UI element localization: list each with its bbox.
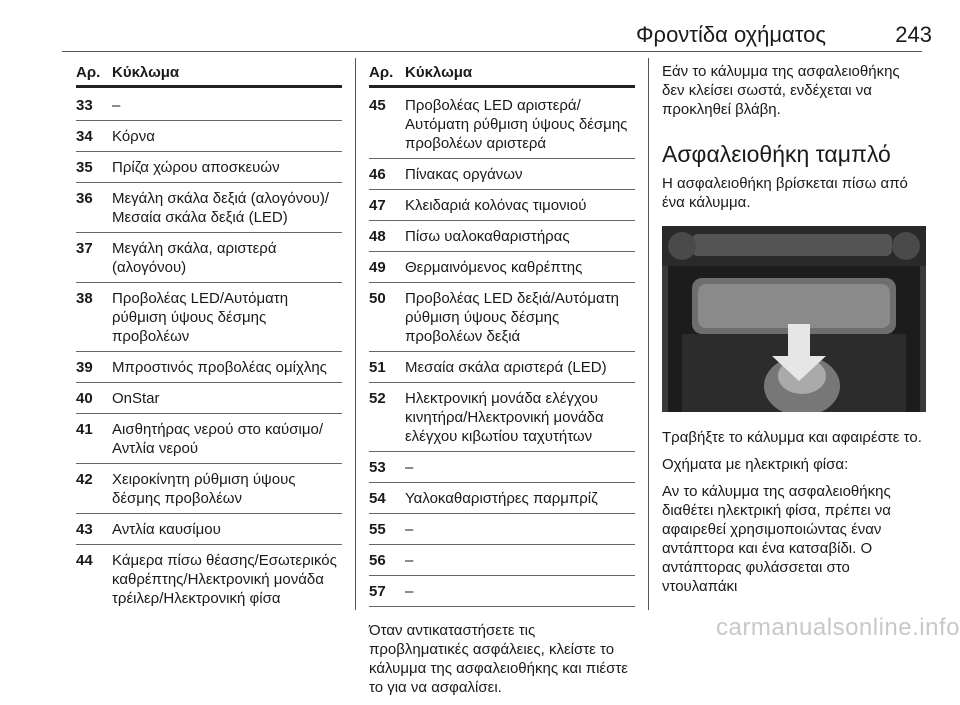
column-divider [355,58,356,610]
fuse-circuit: Κάμερα πίσω θέασης/Εσωτερικός καθρέπτης/Ηλεκτρονική μονάδα τρέιλερ/Ηλεκτρονική φίσα [112,552,337,607]
fuse-row [76,358,342,383]
fuse-row [76,158,342,183]
fuse-number: 50 [369,290,386,307]
table-header [76,64,342,88]
fuse-row [369,489,635,514]
header-no: Αρ. [369,64,394,81]
fuse-circuit: Προβολέας LED αριστερά/Αυτόματη ρύθμιση ύψους δέσμης προβολέων αριστερά [405,97,628,152]
column-divider [648,58,649,610]
vehicles-with-socket-label: Οχήματα με ηλεκτρική φίσα: [662,456,849,473]
section-title: Ασφαλειοθήκη ταμπλό [662,141,891,167]
fuse-number: 43 [76,521,93,538]
fuse-number: 55 [369,521,386,538]
fuse-circuit: Κλειδαριά κολόνας τιμονιού [405,197,587,214]
instruction-remove-cover: Τραβήξτε το κάλυμμα και αφαιρέστε το. [662,429,922,446]
fuse-circuit: Θερμαινόμενος καθρέπτης [405,259,583,276]
fuse-number: 33 [76,97,93,114]
fuse-circuit: Πίνακας οργάνων [405,166,523,183]
fuse-number: 38 [76,290,93,307]
watermark-text: carmanualsonline.info [716,614,960,641]
fuse-row [369,165,635,190]
fuse-circuit: Αισθητήρας νερού στο καύσιμο/ Αντλία νερού [112,421,323,457]
fuse-number: 35 [76,159,93,176]
header-circuit: Κύκλωμα [405,64,473,81]
fuse-number: 44 [76,552,93,569]
fuse-circuit: Προβολέας LED/Αυτόματη ρύθμιση ύψους δέσμης προβολέων [112,290,289,345]
fuse-number: 57 [369,583,386,600]
fuse-number: 46 [369,166,386,183]
fuse-circuit: Πίσω υαλοκαθαριστήρας [405,228,570,245]
fuse-circuit: Μπροστινός προβολέας ομίχλης [112,359,327,376]
warning-paragraph: Εάν το κάλυμμα της ασφαλειοθήκης δεν κλείσει σωστά, ενδέχεται να προκληθεί βλάβη. [662,63,900,118]
fuse-number: 47 [369,197,386,214]
fuse-row [76,520,342,545]
fuse-number: 40 [76,390,93,407]
fuse-circuit: Υαλοκαθαριστήρες παρμπρίζ [405,490,598,507]
fuse-circuit: Κόρνα [112,128,155,145]
fuse-number: 39 [76,359,93,376]
fuse-row [369,458,635,483]
fuse-number: 45 [369,97,386,114]
fuse-row [369,389,635,452]
fuse-row [369,196,635,221]
fuse-row [369,289,635,352]
fuse-row [76,551,342,613]
header-circuit: Κύκλωμα [112,64,180,81]
fuse-box-cover-photo [662,226,926,412]
fuse-circuit: Ηλεκτρονική μονάδα ελέγχου κινητήρα/Ηλεκτρονική μονάδα ελέγχου κιβωτίου ταχυτήτων [405,390,604,445]
fuse-number: 48 [369,228,386,245]
fuse-row [369,96,635,159]
fuse-row [76,96,342,121]
socket-instructions: Αν το κάλυμμα της ασφαλειοθήκης διαθέτει ηλεκτρική φίσα, πρέπει να αφαιρεθεί χρησιμοποιώντας έναν αντάπτορα και ένα κατσαβίδι. Ο αντάπτορας φυλάσσεται στο ντουλαπάκι [662,483,891,595]
fuse-number: 56 [369,552,386,569]
fuse-circuit: Μεσαία σκάλα αριστερά (LED) [405,359,607,376]
fuse-number: 36 [76,190,93,207]
fuse-row [76,127,342,152]
header-divider [62,51,922,52]
fuse-number: 49 [369,259,386,276]
instructions-column [662,62,926,604]
replacement-note: Όταν αντικαταστήσετε τις προβληματικές ασφάλειες, κλείστε το κάλυμμα της ασφαλειοθήκης και πιέστε το για να ασφαλίσει. [369,622,628,696]
header-no: Αρ. [76,64,101,81]
table-header [369,64,635,88]
fuse-row [76,239,342,283]
fuse-number: 34 [76,128,93,145]
fuse-circuit: Πρίζα χώρου αποσκευών [112,159,280,176]
section-text: Η ασφαλειοθήκη βρίσκεται πίσω από ένα κάλυμμα. [662,175,908,211]
fuse-circuit: OnStar [112,390,160,407]
fuse-number: 51 [369,359,386,376]
fuse-table-left [76,64,342,619]
fuse-row [369,358,635,383]
fuse-circuit: Χειροκίνητη ρύθμιση ύψους δέσμης προβολέων [112,471,296,507]
fuse-number: 41 [76,421,93,438]
fuse-row [369,582,635,607]
fuse-row [76,420,342,464]
fuse-circuit: Μεγάλη σκάλα δεξιά (αλογόνου)/Μεσαία σκάλα δεξιά (LED) [112,190,329,226]
page-number: 243 [895,22,932,47]
fuse-circuit: – [405,552,414,569]
fuse-circuit: – [405,459,414,476]
fuse-row [369,520,635,545]
fuse-circuit: Αντλία καυσίμου [112,521,221,538]
fuse-number: 37 [76,240,93,257]
fuse-row [76,189,342,233]
fuse-number: 54 [369,490,386,507]
fuse-row [369,551,635,576]
fuse-circuit: – [405,583,414,600]
fuse-row [76,470,342,514]
fuse-circuit: – [405,521,414,538]
fuse-circuit: Προβολέας LED δεξιά/Αυτόματη ρύθμιση ύψους δέσμης προβολέων δεξιά [405,290,619,345]
fuse-number: 42 [76,471,93,488]
fuse-number: 52 [369,390,386,407]
page-header-title: Φροντίδα οχήματος [636,22,826,47]
fuse-circuit: – [112,97,121,114]
fuse-row [369,227,635,252]
fuse-row [76,389,342,414]
fuse-row [369,258,635,283]
fuse-number: 53 [369,459,386,476]
fuse-row [76,289,342,352]
fuse-circuit: Μεγάλη σκάλα, αριστερά (αλογόνου) [112,240,277,276]
fuse-table-right [369,64,635,705]
